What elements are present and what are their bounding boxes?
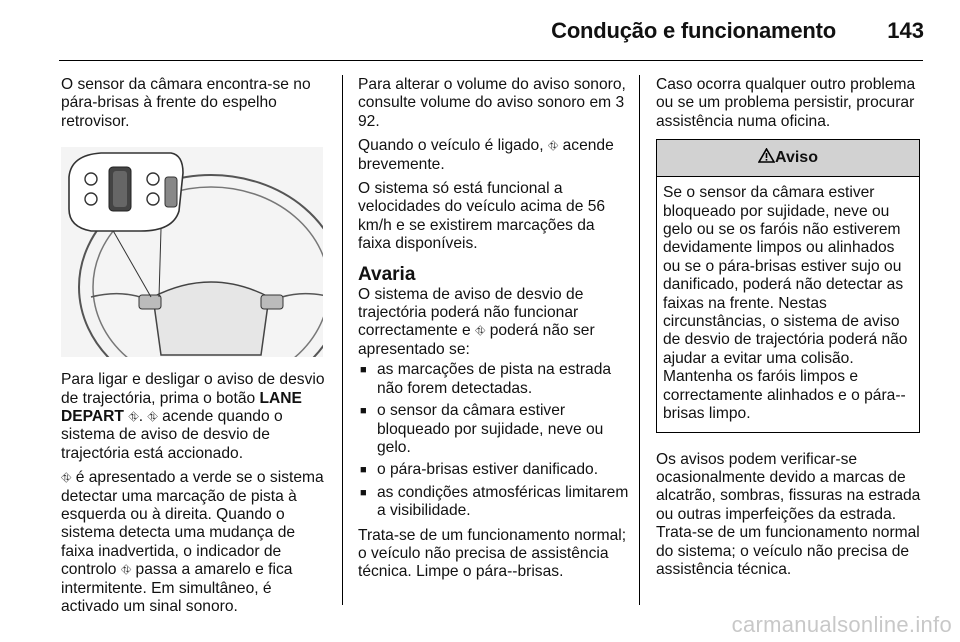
warning-box <box>656 139 920 432</box>
indicator-paragraph: ⛗ é apresentado a verde se o sistema detectar uma marcação de pista à esquerda ou à direita. Quando o sistema detecta uma mudança de faixa inadvertida, o indicador de controlo ⛗ passa a amarelo e fica intermitente. Em simultâneo, é activado um sinal sonoro. <box>61 469 324 616</box>
list-item: ■ o pára-brisas estiver danificado. <box>358 461 630 479</box>
fault-paragraph: O sistema de aviso de desvio de trajectória poderá não funcionar correctamente e ⛗ poderá não ser apresentado se: <box>358 285 595 358</box>
lane-depart-paragraph: Para ligar e desligar o aviso de desvio de trajectória, prima o botão LANE DEPART ⛗. ⛗ acende quando o sistema de aviso de desvio de trajectória está accionado. <box>61 371 325 462</box>
startup-paragraph: Quando o veículo é ligado, ⛗ acende brevemente. <box>358 137 614 173</box>
lane-depart-button-label: LANE DEPART <box>61 389 302 426</box>
steering-wheel-illustration <box>61 147 323 357</box>
warning-header <box>657 140 919 177</box>
page-number: 143 <box>887 18 924 43</box>
column-2 <box>358 76 630 588</box>
lane-depart-icon: ⛗ <box>547 138 559 154</box>
lane-depart-icon: ⛗ <box>120 562 132 578</box>
column-divider-1 <box>342 75 343 605</box>
lane-depart-icon: ⛗ <box>128 409 139 425</box>
workshop-paragraph: Caso ocorra qualquer outro problema ou se um problema persistir, procurar assistência numa oficina. <box>656 76 916 130</box>
warning-title: Aviso <box>775 149 818 167</box>
fault-conditions-list <box>358 361 630 520</box>
column-3 <box>656 76 926 585</box>
volume-paragraph: Para alterar o volume do aviso sonoro, consulte volume do aviso sonoro em 3 92. <box>358 76 626 130</box>
list-item: ■ o sensor da câmara estiver bloqueado por sujidade, neve ou gelo. <box>358 402 630 457</box>
list-item: ■ as condições atmosféricas limitarem a visibilidade. <box>358 484 630 521</box>
normal-operation-paragraph: Trata-se de um funcionamento normal; o veículo não precisa de assistência técnica. Limpe o pára--brisas. <box>358 526 627 581</box>
section-heading-avaria: Avaria <box>358 263 416 285</box>
page-reference: 92. <box>358 112 380 130</box>
false-warnings-paragraph: Os avisos podem verificar-se ocasionalmente devido a marcas de alcatrão, sombras, fissuras na estrada ou outras imperfeições da estrada. Trata-se de um funcionamento normal do sistema; o veículo não precisa de assistência técnica. <box>656 450 921 578</box>
column-divider-2 <box>639 75 640 605</box>
watermark: carmanualsonline.info <box>731 612 952 637</box>
page-reference-icon: 3 <box>615 94 625 112</box>
steering-wheel-figure <box>61 147 323 357</box>
lane-depart-icon: ⛗ <box>61 470 72 486</box>
intro-paragraph: O sensor da câmara encontra-se no pára-brisas à frente do espelho retrovisor. <box>61 76 311 130</box>
column-1 <box>61 76 331 623</box>
page-header <box>0 0 960 62</box>
page-title: Condução e funcionamento <box>551 18 836 43</box>
header-rule <box>59 60 923 61</box>
warning-triangle-icon <box>758 148 775 163</box>
lane-depart-icon: ⛗ <box>147 409 158 425</box>
list-item: ■ as marcações de pista na estrada não forem detectadas. <box>358 361 630 398</box>
speed-paragraph: O sistema só está funcional a velocidades do veículo acima de 56 km/h e se existirem marcações da faixa disponíveis. <box>358 180 606 253</box>
warning-text: Se o sensor da câmara estiver bloqueado por sujidade, neve ou gelo ou se os faróis não estiverem devidamente limpos ou alinhados ou se o pára-brisas estiver sujo ou danificado, poderá não detectar as faixas na frente. Nestas circunstâncias, o sistema de aviso de desvio de trajectória poderá não ajudar a evitar uma colisão. Mantenha os faróis limpos e correctamente alinhados e o pára--brisas limpo. <box>663 184 908 423</box>
lane-depart-icon: ⛗ <box>475 323 486 339</box>
